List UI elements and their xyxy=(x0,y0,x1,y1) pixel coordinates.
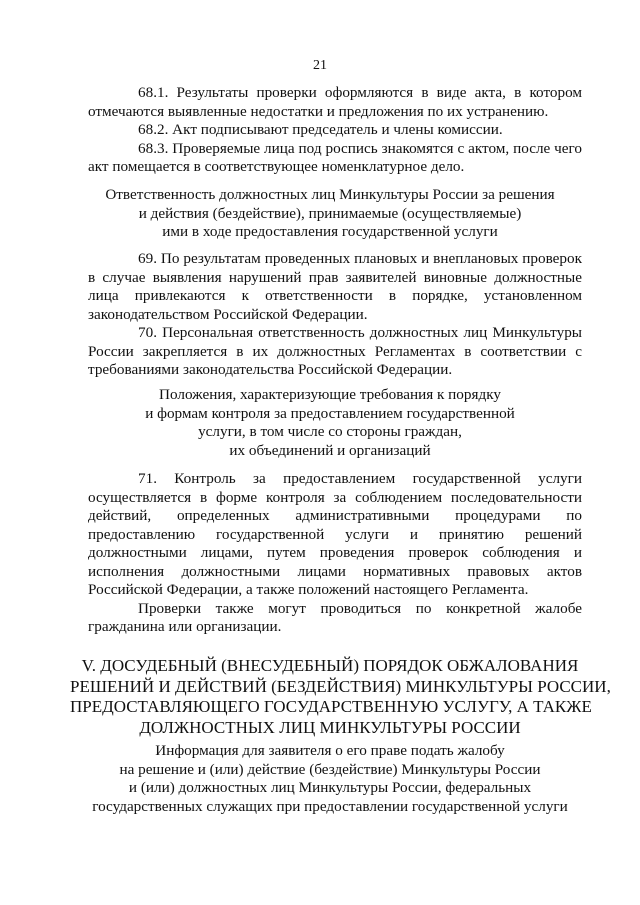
section-title-line: V. ДОСУДЕБНЫЙ (ВНЕСУДЕБНЫЙ) ПОРЯДОК ОБЖАЛОВАНИЯ xyxy=(81,656,579,675)
section-5-title xyxy=(70,656,611,738)
paragraph-70: 70. Персональная ответственность должностных лиц Минкультуры России закрепляется в их должностных Регламентах в соответствии с требованиями законодательства Российской Федерации. xyxy=(88,324,582,378)
heading-line: услуги, в том числе со стороны граждан, xyxy=(198,423,462,440)
paragraph-68-1: 68.1. Результаты проверки оформляются в виде акта, в котором отмечаются выявленные недостатки и предложения по их устранению. xyxy=(88,84,582,120)
heading-line: и (или) должностных лиц Минкультуры России, федеральных xyxy=(128,779,532,796)
heading-line: Ответственность должностных лиц Минкультуры России за решения xyxy=(105,186,555,203)
paragraphs-71 xyxy=(88,470,582,637)
section-title-line: ПРЕДОСТАВЛЯЮЩЕГО ГОСУДАРСТВЕННУЮ УСЛУГУ, А ТАКЖЕ xyxy=(70,697,592,717)
heading-control-provisions xyxy=(70,386,590,460)
heading-line: и формам контроля за предоставлением государственной xyxy=(145,404,515,422)
heading-line: Информация для заявителя о его праве подать жалобу xyxy=(155,742,505,759)
section-title-line: ДОЛЖНОСТНЫХ ЛИЦ МИНКУЛЬТУРЫ РОССИИ xyxy=(139,717,521,737)
paragraph-68-2: 68.2. Акт подписывают председатель и члены комиссии. xyxy=(138,121,503,138)
paragraphs-68 xyxy=(88,84,582,177)
heading-responsibility xyxy=(70,186,590,242)
heading-line: Положения, характеризующие требования к порядку xyxy=(159,386,501,403)
section-title-line: РЕШЕНИЙ И ДЕЙСТВИЙ (БЕЗДЕЙСТВИЯ) МИНКУЛЬТУРЫ РОССИИ, xyxy=(70,676,611,696)
page-number: 21 xyxy=(313,58,327,73)
paragraphs-69-70 xyxy=(88,250,582,380)
heading-complaint-info xyxy=(70,742,590,816)
paragraph-71: 71. Контроль за предоставлением государственной услуги осуществляется в форме контроля за соблюдением последовательности действий, определенных административными процедурами по предоставлению государственной услуги и принятию решений должностными лицами, путем проведения проверок соблюдения и исполнения должностными лицами нормативных правовых актов Российской Федерации, а также положений настоящего Регламента. xyxy=(88,470,582,598)
paragraph-68-3: 68.3. Проверяемые лица под роспись знакомятся с актом, после чего акт помещается в соответствующее номенклатурное дело. xyxy=(88,139,582,175)
paragraph-71-checks: Проверки также могут проводиться по конкретной жалобе гражданина или организации. xyxy=(88,599,582,635)
heading-line: государственных служащих при предоставлении государственной услуги xyxy=(92,797,568,815)
heading-line: их объединений и организаций xyxy=(229,441,431,459)
paragraph-69: 69. По результатам проведенных плановых и внеплановых проверок в случае выявления нарушений прав заявителей виновные должностные лица привлекаются к ответственности в порядке, установленном законодательством Российской Федерации. xyxy=(88,250,582,323)
heading-line: на решение и (или) действие (бездействие) Минкультуры России xyxy=(119,760,541,778)
heading-line: ими в ходе предоставления государственной услуги xyxy=(162,223,498,240)
heading-line: и действия (бездействие), принимаемые (осуществляемые) xyxy=(138,204,522,222)
